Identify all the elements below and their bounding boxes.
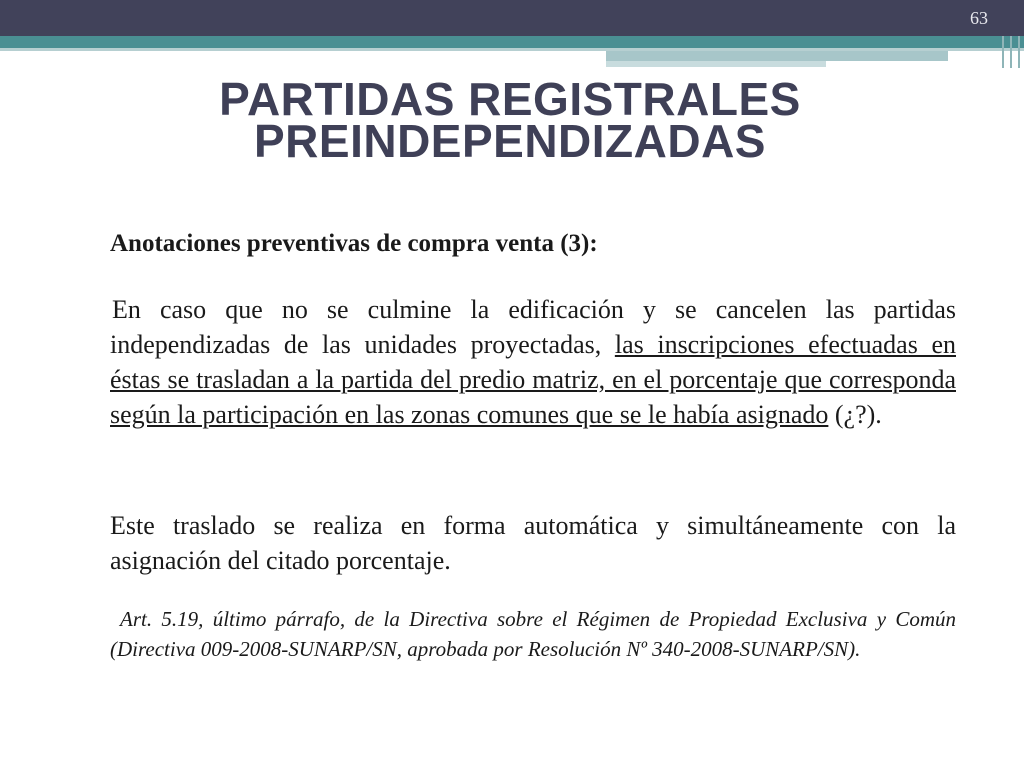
- decorative-line: [1018, 36, 1020, 68]
- section-heading: Anotaciones preventivas de compra venta (3):: [110, 230, 598, 257]
- decorative-line: [1002, 36, 1004, 68]
- slide-title: [60, 73, 960, 167]
- title-line-1: PARTIDAS REGISTRALES: [219, 73, 801, 125]
- underlined-text: las inscripciones efectuadas en éstas se trasladan a la partida del predio matriz, en el porcentaje que corresponda según la participación en las zonas comunes que se le había asignado: [110, 330, 956, 429]
- accent-band: [0, 36, 1024, 48]
- slide-number: 63: [970, 8, 988, 28]
- body-paragraph-2: Este traslado se realiza en forma automática y simultáneamente con la asignación del citado porcentaje.: [110, 511, 956, 575]
- paragraph-text-end: (¿?).: [828, 400, 882, 429]
- title-line-2: PREINDEPENDIZADAS: [253, 115, 766, 167]
- decorative-tab-lower: [606, 61, 826, 67]
- top-bar: [0, 0, 1024, 36]
- citation-note: Art. 5.19, último párrafo, de la Directiva sobre el Régimen de Propiedad Exclusiva y Común (Directiva 009-2008-SUNARP/SN, aprobada por Resolución Nº 340-2008-SUNARP/SN).: [110, 607, 956, 661]
- paragraph-text: En caso que no se culmine la edificación y se cancelen las partidas independizadas de las unidades proyectadas,: [110, 295, 956, 359]
- decorative-line: [1010, 36, 1012, 68]
- body-paragraph-1: [110, 292, 956, 432]
- decorative-tab: [606, 51, 948, 61]
